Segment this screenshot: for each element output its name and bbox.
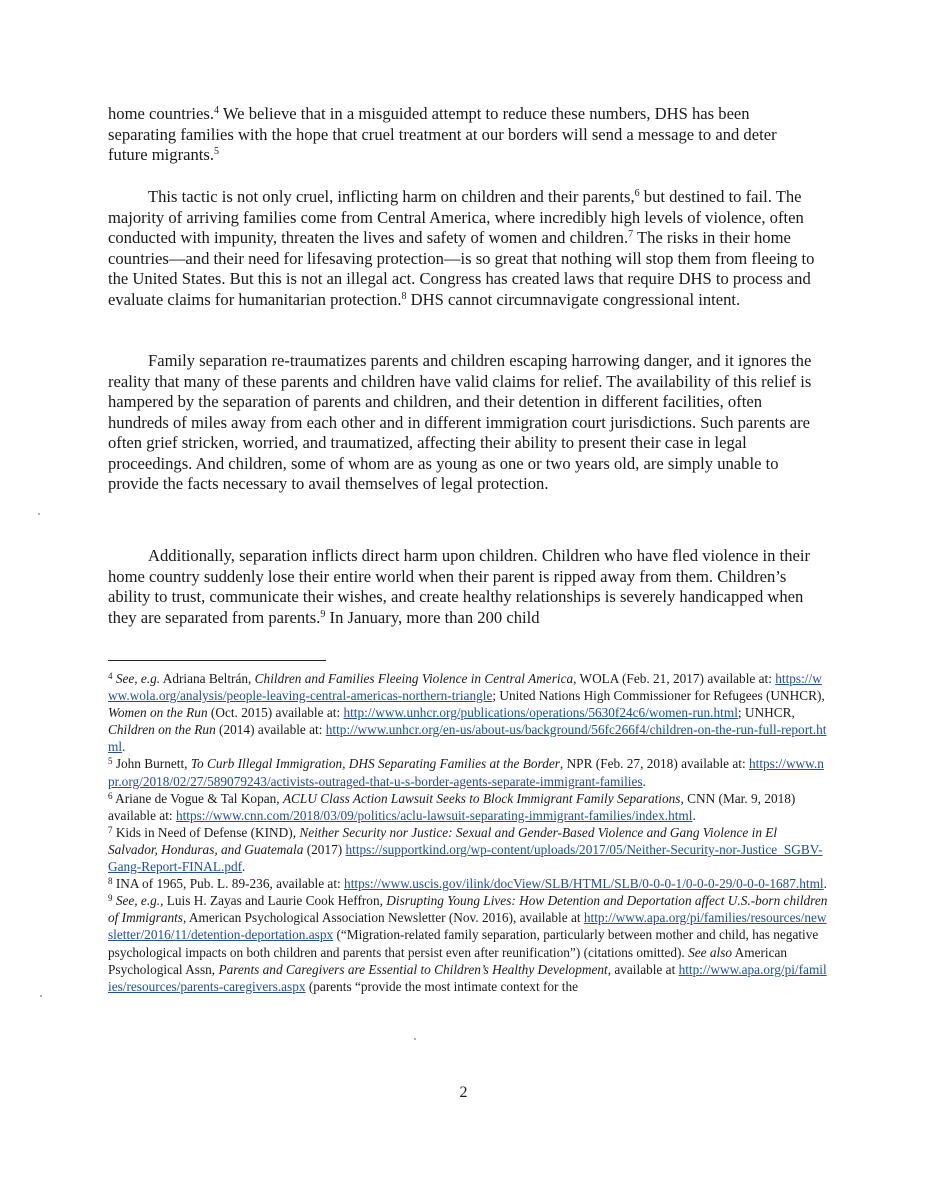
footnote-4-text: .: [122, 739, 126, 755]
footnote-ref-4[interactable]: 4: [214, 105, 219, 116]
paragraph-2-text: but destined to fail. The majority of arriving families come from Central America, where incredibly high levels of violence, often conducted with impunity, threaten the lives and safety of women and children.: [108, 187, 804, 247]
footnote-5-link[interactable]: https://www.npr.org/2018/02/27/589079243/activists-outraged-that-u-s-border-agents-separate-immigrant-families: [108, 756, 824, 789]
footnote-5-text: .: [642, 773, 646, 789]
paragraph-1-text: We believe that in a misguided attempt to reduce these numbers, DHS has been separating families with the hope that cruel treatment at our borders will send a message to and deter future migrants.: [108, 104, 777, 164]
scan-speck: [38, 513, 40, 515]
footnote-ref-8[interactable]: 8: [401, 290, 407, 302]
footnote-6-text: .: [692, 807, 696, 823]
paragraph-4: [108, 546, 820, 628]
footnote-5-italic: To Curb Illegal Immigration, DHS Separating Families at the Border: [190, 756, 560, 772]
footnote-5: [108, 755, 828, 789]
scan-speck: [40, 995, 42, 997]
footnote-8-text: .: [823, 876, 827, 892]
paragraph-2-text: DHS cannot circumnavigate congressional intent.: [406, 289, 741, 309]
footnote-9-italic: Parents and Caregivers are Essential to Children’s Healthy Development: [218, 961, 608, 977]
page-number: 2: [459, 1084, 468, 1101]
footnote-number: 4: [108, 671, 113, 681]
footnote-ref-9[interactable]: 9: [320, 608, 326, 620]
footnote-4-italic: See, e.g.: [115, 671, 161, 686]
paragraph-4-text: Additionally, separation inflicts direct harm upon children. Children who have fled violence in their home country suddenly lose their entire world when their parent is ripped away from them. Children’s ability to trust, communicate their wishes, and create healthy relationships is severely handicapped when they are separated from parents.: [108, 546, 811, 627]
paragraph-2-text: The risks in their home countries—and their need for lifesaving protection—is so great that nothing will stop them from fleeing to the United States. But this is not an illegal act. Congress has created laws that require DHS to process and evaluate claims for humanitarian protection.: [108, 228, 815, 309]
footnote-9-italic: See also: [688, 944, 733, 960]
footnote-4-link[interactable]: http://www.unhcr.org/publications/operations/5630f24c6/women-run.html: [343, 705, 738, 721]
footnote-separator: [108, 660, 326, 661]
footnote-9-link[interactable]: http://www.apa.org/pi/families/resources/newsletter/2016/11/detention-deportation.aspx: [108, 910, 827, 943]
footnote-6: [108, 790, 828, 824]
paragraph-3: [108, 351, 820, 495]
footnote-9-text: (parents “provide the most intimate context for the: [305, 978, 579, 994]
footnote-ref-5[interactable]: 5: [214, 146, 219, 157]
footnote-number: 5: [108, 756, 113, 767]
footnote-7: [108, 824, 828, 875]
footnote-4-text: (Oct. 2015) available at:: [207, 705, 344, 721]
footnote-6-link[interactable]: https://www.cnn.com/2018/03/09/politics/aclu-lawsuit-separating-immigrant-families/index.html: [175, 807, 693, 823]
footnote-4-text: , WOLA (Feb. 21, 2017) available at:: [573, 671, 776, 686]
footnote-number: 6: [108, 790, 113, 801]
footnote-9-italic: Disrupting Young Lives: How Detention and Deportation affect U.S.-born children of Immigrants: [108, 893, 828, 926]
footnote-9-text: , Luis H. Zayas and Laurie Cook Heffron,: [160, 893, 387, 909]
footnotes: [108, 670, 828, 995]
footnote-9-italic: See, e.g.: [115, 893, 161, 909]
footnote-4-text: ; United Nations High Commissioner for Refugees (UNHCR),: [492, 688, 825, 704]
paragraph-1: [108, 104, 820, 166]
paragraph-3-text: Family separation re-traumatizes parents and children escaping harrowing danger, and it ignores the reality that many of these parents and children have valid claims for relief. The availability of this relief is hampered by the separation of parents and children, and their detention in different facilities, often hundreds of miles away from each other and in different immigration court jurisdictions. Such parents are often grief stricken, worried, and traumatized, affecting their ability to present their case in legal proceedings. And children, some of whom are as young as one or two years old, are simply unable to provide the facts necessary to avail themselves of legal protection.: [108, 351, 812, 493]
scan-speck: [414, 1038, 416, 1040]
footnote-6-text: , CNN (Mar. 9, 2018) available at:: [108, 790, 796, 823]
footnote-4-text: Adriana Beltrán,: [160, 671, 255, 686]
footnote-7-text: .: [242, 859, 246, 875]
footnote-7-text: (2017): [303, 841, 346, 857]
footnote-4-text: (2014) available at:: [215, 722, 326, 738]
footnote-number: 9: [108, 893, 113, 904]
footnote-9-text: (“Migration-related family separation, particularly between mother and child, has negative psychological impacts on both children and parents that persist even after reunification”) (citations omitted).: [108, 927, 819, 960]
paragraph-1-text: home countries.: [108, 104, 214, 123]
footnote-4-italic: Children on the Run: [108, 722, 216, 738]
footnote-7-text: Kids in Need of Defense (KIND),: [112, 824, 300, 840]
footnote-ref-7[interactable]: 7: [628, 229, 634, 240]
footnote-8: [108, 875, 828, 892]
footnote-number: 8: [108, 876, 113, 887]
footnote-8-text: INA of 1965, Pub. L. 89-236, available at:: [112, 876, 345, 892]
footnote-4: [108, 670, 828, 755]
paragraph-2-text: This tactic is not only cruel, inflicting harm on children and their parents,: [148, 187, 635, 206]
paragraph-4-text: In January, more than 200 child: [325, 607, 540, 627]
footnote-4-link[interactable]: http://www.unhcr.org/en-us/about-us/background/56fc266f4/children-on-the-run-full-report.html: [108, 722, 827, 755]
footnote-6-italic: ACLU Class Action Lawsuit Seeks to Block Immigrant Family Separations: [282, 790, 681, 806]
footnote-4-text: ; UNHCR,: [737, 705, 795, 721]
footnote-5-text: John Burnett,: [112, 756, 191, 772]
footnote-7-link[interactable]: https://supportkind.org/wp-content/uploads/2017/05/Neither-Security-nor-Justice_SGBV-Gang-Report-FINAL.pdf: [108, 841, 823, 875]
footnote-number: 7: [108, 824, 113, 835]
footnote-5-text: , NPR (Feb. 27, 2018) available at:: [559, 756, 749, 772]
footnote-4-italic: Women on the Run: [108, 705, 208, 721]
footnote-9-text: , American Psychological Association Newsletter (Nov. 2016), available at: [182, 910, 584, 926]
footnote-4-italic: Children and Families Fleeing Violence in Central America: [254, 671, 574, 686]
footnote-9: [108, 892, 828, 995]
footnote-ref-6[interactable]: 6: [634, 188, 640, 199]
paragraph-2: [108, 187, 820, 310]
footnote-9-text: American Psychological Assn,: [108, 944, 788, 977]
footnote-9-link[interactable]: http://www.apa.org/pi/families/resources/parents-caregivers.aspx: [108, 961, 827, 994]
footnote-9-text: , available at: [607, 961, 679, 977]
footnote-4-link[interactable]: https://www.wola.org/analysis/people-leaving-central-americas-northern-triangle: [108, 671, 822, 704]
footnote-8-link[interactable]: https://www.uscis.gov/ilink/docView/SLB/HTML/SLB/0-0-0-1/0-0-0-29/0-0-0-1687.html: [344, 876, 824, 892]
footnote-6-text: Ariane de Vogue & Tal Kopan,: [112, 790, 283, 806]
footnote-7-italic: Neither Security nor Justice: Sexual and Gender-Based Violence and Gang Violence in El Salvador, Honduras, and Guatemala: [108, 824, 778, 857]
